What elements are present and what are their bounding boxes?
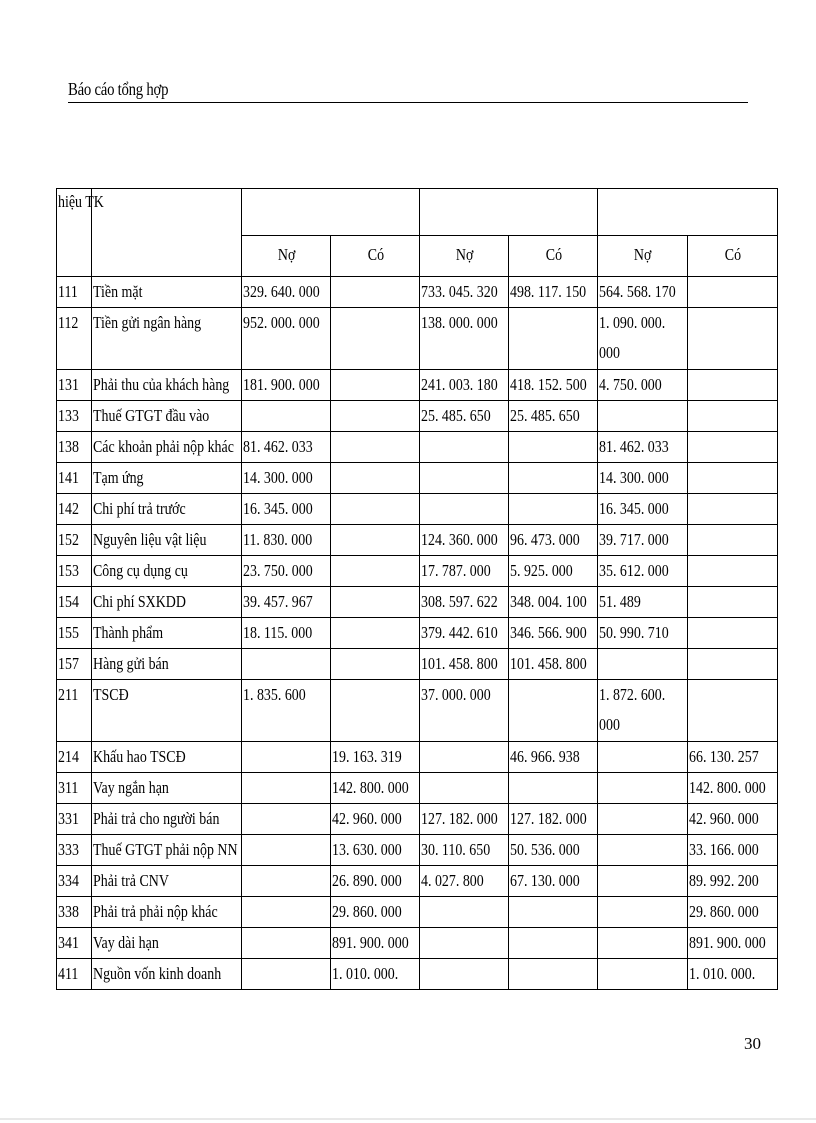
closing-credit-cell: 29. 860. 000 bbox=[688, 897, 778, 928]
closing-debit-cell bbox=[598, 649, 688, 680]
period-credit-cell: 348. 004. 100 bbox=[509, 587, 598, 618]
closing-debit-cell bbox=[598, 959, 688, 990]
table-row bbox=[57, 680, 778, 742]
credit-header: Có bbox=[509, 236, 598, 277]
account-code-cell: 131 bbox=[57, 370, 92, 401]
opening-debit-cell bbox=[242, 773, 331, 804]
closing-credit-cell bbox=[688, 649, 778, 680]
period-debit-cell bbox=[420, 494, 509, 525]
table-row bbox=[57, 742, 778, 773]
opening-debit-cell bbox=[242, 866, 331, 897]
table-row bbox=[57, 649, 778, 680]
closing-credit-cell bbox=[688, 494, 778, 525]
account-name-cell: Công cụ dụng cụ bbox=[92, 556, 242, 587]
account-code-cell: 133 bbox=[57, 401, 92, 432]
closing-debit-cell: 16. 345. 000 bbox=[598, 494, 688, 525]
debit-header: Nợ bbox=[242, 236, 331, 277]
opening-debit-cell bbox=[242, 897, 331, 928]
account-name-header bbox=[92, 189, 242, 277]
opening-credit-cell bbox=[331, 308, 420, 370]
closing-credit-cell: 33. 166. 000 bbox=[688, 835, 778, 866]
opening-credit-cell: 29. 860. 000 bbox=[331, 897, 420, 928]
table-row bbox=[57, 804, 778, 835]
period-debit-cell: 30. 110. 650 bbox=[420, 835, 509, 866]
closing-credit-cell bbox=[688, 401, 778, 432]
period-credit-cell: 418. 152. 500 bbox=[509, 370, 598, 401]
account-code-cell: 338 bbox=[57, 897, 92, 928]
account-name-cell: Phải thu của khách hàng bbox=[92, 370, 242, 401]
account-code-cell: 331 bbox=[57, 804, 92, 835]
opening-balance-header bbox=[242, 189, 420, 236]
account-name-cell: Phải trả cho người bán bbox=[92, 804, 242, 835]
table-row bbox=[57, 463, 778, 494]
period-debit-cell: 127. 182. 000 bbox=[420, 804, 509, 835]
opening-debit-cell: 1. 835. 600 bbox=[242, 680, 331, 742]
account-code-cell: 211 bbox=[57, 680, 92, 742]
opening-debit-cell bbox=[242, 401, 331, 432]
closing-credit-cell bbox=[688, 680, 778, 742]
opening-credit-cell: 42. 960. 000 bbox=[331, 804, 420, 835]
period-debit-cell: 308. 597. 622 bbox=[420, 587, 509, 618]
opening-credit-cell bbox=[331, 587, 420, 618]
period-debit-cell: 124. 360. 000 bbox=[420, 525, 509, 556]
account-name-cell: Nguyên liệu vật liệu bbox=[92, 525, 242, 556]
period-debit-cell: 138. 000. 000 bbox=[420, 308, 509, 370]
period-credit-cell bbox=[509, 928, 598, 959]
opening-credit-cell bbox=[331, 370, 420, 401]
closing-debit-cell: 1. 090. 000. 000 bbox=[598, 308, 688, 370]
period-credit-cell bbox=[509, 432, 598, 463]
period-credit-cell: 498. 117. 150 bbox=[509, 277, 598, 308]
period-credit-cell bbox=[509, 773, 598, 804]
account-code-cell: 341 bbox=[57, 928, 92, 959]
period-movement-header bbox=[420, 189, 598, 236]
opening-debit-cell bbox=[242, 835, 331, 866]
account-name-cell: Thuế GTGT phải nộp NN bbox=[92, 835, 242, 866]
opening-debit-cell: 23. 750. 000 bbox=[242, 556, 331, 587]
period-credit-cell bbox=[509, 463, 598, 494]
period-credit-cell bbox=[509, 680, 598, 742]
opening-credit-cell bbox=[331, 277, 420, 308]
opening-debit-cell: 18. 115. 000 bbox=[242, 618, 331, 649]
table-row bbox=[57, 401, 778, 432]
opening-credit-cell bbox=[331, 525, 420, 556]
credit-header: Có bbox=[331, 236, 420, 277]
closing-debit-cell: 51. 489 bbox=[598, 587, 688, 618]
table-row bbox=[57, 928, 778, 959]
opening-debit-cell: 11. 830. 000 bbox=[242, 525, 331, 556]
closing-credit-cell bbox=[688, 618, 778, 649]
page-header bbox=[68, 74, 748, 103]
account-name-cell: Hàng gửi bán bbox=[92, 649, 242, 680]
closing-credit-cell: 66. 130. 257 bbox=[688, 742, 778, 773]
opening-debit-cell: 14. 300. 000 bbox=[242, 463, 331, 494]
opening-credit-cell bbox=[331, 494, 420, 525]
opening-debit-cell: 39. 457. 967 bbox=[242, 587, 331, 618]
account-name-cell: Thuế GTGT đầu vào bbox=[92, 401, 242, 432]
period-credit-cell: 46. 966. 938 bbox=[509, 742, 598, 773]
period-debit-cell: 4. 027. 800 bbox=[420, 866, 509, 897]
page-bottom-edge bbox=[0, 1118, 816, 1120]
table-row bbox=[57, 525, 778, 556]
closing-credit-cell bbox=[688, 463, 778, 494]
period-debit-cell bbox=[420, 463, 509, 494]
period-credit-cell: 127. 182. 000 bbox=[509, 804, 598, 835]
account-code-cell: 152 bbox=[57, 525, 92, 556]
table-row bbox=[57, 618, 778, 649]
period-debit-cell: 241. 003. 180 bbox=[420, 370, 509, 401]
closing-debit-cell: 4. 750. 000 bbox=[598, 370, 688, 401]
account-balance-table bbox=[56, 188, 778, 990]
closing-credit-cell bbox=[688, 525, 778, 556]
period-debit-cell bbox=[420, 897, 509, 928]
table-row bbox=[57, 835, 778, 866]
account-name-cell: Phải trả CNV bbox=[92, 866, 242, 897]
period-credit-cell: 96. 473. 000 bbox=[509, 525, 598, 556]
opening-credit-cell: 142. 800. 000 bbox=[331, 773, 420, 804]
closing-debit-cell: 14. 300. 000 bbox=[598, 463, 688, 494]
table-row bbox=[57, 587, 778, 618]
closing-debit-cell: 35. 612. 000 bbox=[598, 556, 688, 587]
opening-credit-cell: 891. 900. 000 bbox=[331, 928, 420, 959]
credit-header: Có bbox=[688, 236, 778, 277]
account-code-cell: 112 bbox=[57, 308, 92, 370]
period-credit-cell: 67. 130. 000 bbox=[509, 866, 598, 897]
account-name-cell: Tiền gửi ngân hàng bbox=[92, 308, 242, 370]
closing-debit-cell bbox=[598, 742, 688, 773]
period-credit-cell: 101. 458. 800 bbox=[509, 649, 598, 680]
closing-credit-cell: 89. 992. 200 bbox=[688, 866, 778, 897]
period-credit-cell bbox=[509, 959, 598, 990]
account-code-cell: 334 bbox=[57, 866, 92, 897]
debit-header: Nợ bbox=[598, 236, 688, 277]
account-name-cell: Thành phẩm bbox=[92, 618, 242, 649]
opening-credit-cell: 13. 630. 000 bbox=[331, 835, 420, 866]
period-credit-cell: 346. 566. 900 bbox=[509, 618, 598, 649]
page-number: 30 bbox=[744, 1034, 761, 1053]
account-code-cell: 111 bbox=[57, 277, 92, 308]
closing-balance-header bbox=[598, 189, 778, 236]
account-code-cell: 141 bbox=[57, 463, 92, 494]
closing-credit-cell bbox=[688, 308, 778, 370]
account-code-cell: 311 bbox=[57, 773, 92, 804]
closing-debit-cell bbox=[598, 401, 688, 432]
account-name-cell: Phải trả phải nộp khác bbox=[92, 897, 242, 928]
closing-credit-cell bbox=[688, 587, 778, 618]
opening-debit-cell: 81. 462. 033 bbox=[242, 432, 331, 463]
closing-debit-cell: 50. 990. 710 bbox=[598, 618, 688, 649]
opening-credit-cell: 19. 163. 319 bbox=[331, 742, 420, 773]
account-code-cell: 155 bbox=[57, 618, 92, 649]
account-code-cell: 138 bbox=[57, 432, 92, 463]
period-credit-cell: 25. 485. 650 bbox=[509, 401, 598, 432]
account-code-cell: 157 bbox=[57, 649, 92, 680]
opening-debit-cell bbox=[242, 959, 331, 990]
opening-credit-cell bbox=[331, 680, 420, 742]
table-row bbox=[57, 897, 778, 928]
account-code-cell: 333 bbox=[57, 835, 92, 866]
closing-debit-cell bbox=[598, 866, 688, 897]
closing-credit-cell bbox=[688, 556, 778, 587]
table-row bbox=[57, 959, 778, 990]
opening-credit-cell: 1. 010. 000. bbox=[331, 959, 420, 990]
period-debit-cell: 733. 045. 320 bbox=[420, 277, 509, 308]
closing-debit-cell: 39. 717. 000 bbox=[598, 525, 688, 556]
account-name-cell: Tạm ứng bbox=[92, 463, 242, 494]
closing-debit-cell bbox=[598, 897, 688, 928]
opening-debit-cell: 181. 900. 000 bbox=[242, 370, 331, 401]
table-row bbox=[57, 432, 778, 463]
closing-debit-cell bbox=[598, 928, 688, 959]
period-debit-cell bbox=[420, 928, 509, 959]
table-row bbox=[57, 370, 778, 401]
opening-debit-cell bbox=[242, 804, 331, 835]
table-row bbox=[57, 866, 778, 897]
account-name-cell: Vay dài hạn bbox=[92, 928, 242, 959]
account-name-cell: TSCĐ bbox=[92, 680, 242, 742]
closing-credit-cell: 891. 900. 000 bbox=[688, 928, 778, 959]
period-credit-cell bbox=[509, 897, 598, 928]
period-debit-cell bbox=[420, 742, 509, 773]
account-code-cell: 154 bbox=[57, 587, 92, 618]
opening-debit-cell bbox=[242, 928, 331, 959]
closing-debit-cell: 564. 568. 170 bbox=[598, 277, 688, 308]
period-debit-cell: 37. 000. 000 bbox=[420, 680, 509, 742]
account-code-cell: 411 bbox=[57, 959, 92, 990]
account-code-cell: 153 bbox=[57, 556, 92, 587]
account-name-cell: Chi phí SXKDD bbox=[92, 587, 242, 618]
period-credit-cell: 50. 536. 000 bbox=[509, 835, 598, 866]
opening-credit-cell bbox=[331, 401, 420, 432]
closing-debit-cell bbox=[598, 773, 688, 804]
opening-credit-cell bbox=[331, 618, 420, 649]
opening-credit-cell bbox=[331, 649, 420, 680]
period-debit-cell bbox=[420, 959, 509, 990]
closing-credit-cell bbox=[688, 277, 778, 308]
opening-debit-cell bbox=[242, 742, 331, 773]
account-name-cell: Vay ngắn hạn bbox=[92, 773, 242, 804]
opening-credit-cell bbox=[331, 463, 420, 494]
table-row bbox=[57, 308, 778, 370]
account-code-header: hiệu TK bbox=[57, 189, 92, 277]
period-credit-cell: 5. 925. 000 bbox=[509, 556, 598, 587]
period-debit-cell: 101. 458. 800 bbox=[420, 649, 509, 680]
opening-debit-cell: 952. 000. 000 bbox=[242, 308, 331, 370]
closing-credit-cell: 1. 010. 000. bbox=[688, 959, 778, 990]
period-debit-cell bbox=[420, 773, 509, 804]
closing-credit-cell: 142. 800. 000 bbox=[688, 773, 778, 804]
debit-header: Nợ bbox=[420, 236, 509, 277]
table-row bbox=[57, 773, 778, 804]
account-code-cell: 142 bbox=[57, 494, 92, 525]
opening-debit-cell bbox=[242, 649, 331, 680]
header-row-top bbox=[57, 189, 778, 236]
account-name-cell: Nguồn vốn kinh doanh bbox=[92, 959, 242, 990]
opening-credit-cell bbox=[331, 432, 420, 463]
closing-debit-cell bbox=[598, 835, 688, 866]
closing-debit-cell: 81. 462. 033 bbox=[598, 432, 688, 463]
closing-debit-cell: 1. 872. 600. 000 bbox=[598, 680, 688, 742]
opening-debit-cell: 329. 640. 000 bbox=[242, 277, 331, 308]
period-debit-cell: 17. 787. 000 bbox=[420, 556, 509, 587]
period-credit-cell bbox=[509, 308, 598, 370]
period-credit-cell bbox=[509, 494, 598, 525]
account-name-cell: Khấu hao TSCĐ bbox=[92, 742, 242, 773]
period-debit-cell bbox=[420, 432, 509, 463]
account-name-cell: Chi phí trả trước bbox=[92, 494, 242, 525]
closing-credit-cell: 42. 960. 000 bbox=[688, 804, 778, 835]
account-code-cell: 214 bbox=[57, 742, 92, 773]
closing-credit-cell bbox=[688, 432, 778, 463]
account-name-cell: Các khoản phải nộp khác bbox=[92, 432, 242, 463]
opening-credit-cell: 26. 890. 000 bbox=[331, 866, 420, 897]
opening-debit-cell: 16. 345. 000 bbox=[242, 494, 331, 525]
closing-debit-cell bbox=[598, 804, 688, 835]
account-name-cell: Tiền mặt bbox=[92, 277, 242, 308]
period-debit-cell: 379. 442. 610 bbox=[420, 618, 509, 649]
header-title: Báo cáo tổng hợp bbox=[68, 79, 169, 99]
period-debit-cell: 25. 485. 650 bbox=[420, 401, 509, 432]
opening-credit-cell bbox=[331, 556, 420, 587]
table-row bbox=[57, 277, 778, 308]
table-row bbox=[57, 494, 778, 525]
table-row bbox=[57, 556, 778, 587]
closing-credit-cell bbox=[688, 370, 778, 401]
